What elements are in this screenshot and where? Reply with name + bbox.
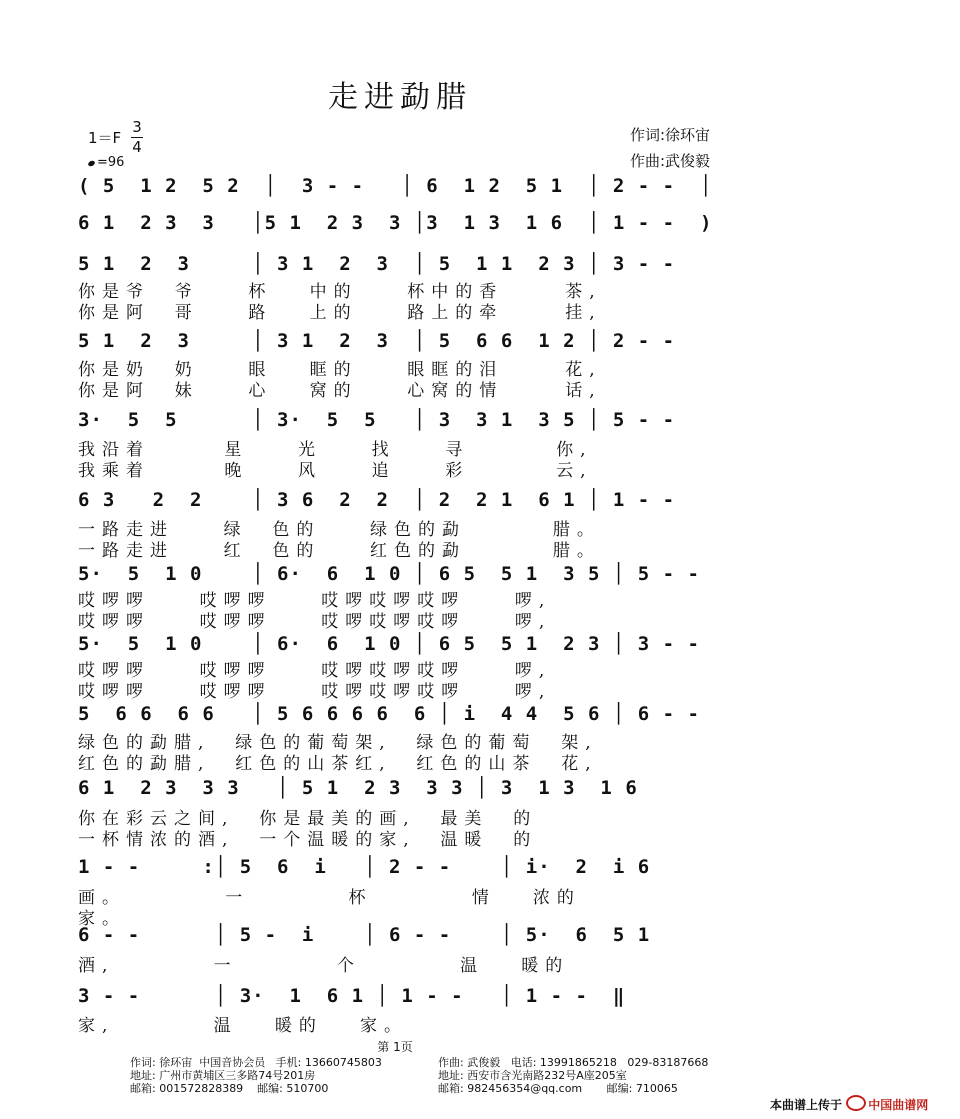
lyric-line: 家, 温 暖的 家。	[78, 1016, 409, 1036]
notation-line: 3· 5 5 │ 3· 5 5 │ 3 3 1 3 5 │ 5 - -	[78, 409, 676, 431]
lyric-line: 你是奶 奶 眼 眶的 眼眶的泪 花,	[78, 360, 602, 380]
notation-line: ( 5 1 2 5 2 │ 3 - - │ 6 1 2 5 1 │ 2 - - │	[78, 175, 713, 197]
lyric-line: 一路走进 绿 色的 绿色的勐 腊。	[78, 520, 601, 540]
score-row	[78, 175, 728, 215]
lyric-line: 酒, 一 个 温 暖的	[78, 956, 570, 976]
lyric-line: 画。 一 杯 情 浓的	[78, 888, 581, 908]
score-row	[78, 212, 728, 252]
lyric-line: 红色的勐腊, 红色的山茶红, 红色的山茶 花,	[78, 754, 598, 774]
lyric-line: 一路走进 红 色的 红色的勐 腊。	[78, 541, 601, 561]
lyric-line: 一杯情浓的酒, 一个温暖的家, 温暖 的	[78, 830, 538, 850]
upload-credit	[770, 1095, 928, 1113]
notation-line: 6 1 2 3 3 │5 1 2 3 3 │3 1 3 1 6 │ 1 - - )	[78, 212, 713, 234]
song-title: 走进勐腊	[328, 80, 472, 115]
notation-line: 5 1 2 3 │ 3 1 2 3 │ 5 6 6 1 2 │ 2 - -	[78, 330, 676, 352]
credits	[630, 122, 710, 174]
lyric-line: 家。	[78, 909, 126, 929]
notation-line: 5· 5 1 0 │ 6· 6 1 0 │ 6 5 5 1 3 5 │ 5 - -	[78, 563, 700, 585]
lyric-line: 你在彩云之间, 你是最美的画, 最美 的	[78, 809, 538, 829]
lyric-line: 我乘着 晚 风 追 彩 云,	[78, 461, 593, 481]
lyric-line: 你是爷 爷 杯 中的 杯中的香 茶,	[78, 282, 602, 302]
upload-text: 本曲谱上传于	[770, 1098, 843, 1112]
page-number: 第 1页	[377, 1040, 413, 1054]
notation-line: 1 - - :│ 5 6 i │ 2 - - │ i· 2 i 6	[78, 856, 651, 878]
lyric-line: 你是阿 妹 心 窝的 心窝的情 话,	[78, 381, 602, 401]
lyric-line: 哎啰啰 哎啰啰 哎啰哎啰哎啰 啰,	[78, 591, 552, 611]
lyric-line: 哎啰啰 哎啰啰 哎啰哎啰哎啰 啰,	[78, 682, 552, 702]
time-signature	[131, 118, 143, 157]
lyric-line: 我沿着 星 光 找 寻 你,	[78, 440, 593, 460]
notation-line: 6 3 2 2 │ 3 6 2 2 │ 2 2 1 6 1 │ 1 - -	[78, 489, 676, 511]
time-sig-top: 3	[132, 118, 142, 136]
tempo-marking	[88, 155, 124, 170]
lyric-line: 哎啰啰 哎啰啰 哎啰哎啰哎啰 啰,	[78, 661, 552, 681]
site-logo-icon	[846, 1095, 866, 1111]
quarter-note-icon	[87, 160, 95, 167]
lyric-line: 你是阿 哥 路 上的 路上的牵 挂,	[78, 303, 602, 323]
notation-line: 3 - - │ 3· 1 6 1 │ 1 - - │ 1 - - ‖	[78, 985, 626, 1007]
composer-contact: 作曲: 武俊毅 电话: 13991865218 029-83187668 地址: 西安市含光南路232号A座205室 邮箱: 982456354@qq.com 邮编: 710065	[438, 1056, 709, 1095]
tempo-value: =96	[97, 155, 125, 170]
lyricist: 作词:徐环宙	[630, 126, 711, 144]
composer: 作曲:武俊毅	[630, 152, 711, 170]
notation-line: 5 6 6 6 6 │ 5 6 6 6 6 6 │ i 4 4 5 6 │ 6 - -	[78, 703, 700, 725]
notation-line: 6 - - │ 5 - i │ 6 - - │ 5· 6 5 1	[78, 924, 651, 946]
key-signature: 1＝F	[88, 129, 122, 147]
notation-line: 6 1 2 3 3 3 │ 5 1 2 3 3 3 │ 3 1 3 1 6	[78, 777, 638, 799]
notation-line: 5 1 2 3 │ 3 1 2 3 │ 5 1 1 2 3 │ 3 - -	[78, 253, 676, 275]
lyricist-contact: 作词: 徐环宙 中国音协会员 手机: 13660745803 地址: 广州市黄埔区三多路74号201房 邮箱: 001572828389 邮编: 510700	[130, 1056, 382, 1095]
lyric-line: 哎啰啰 哎啰啰 哎啰哎啰哎啰 啰,	[78, 612, 552, 632]
lyric-line: 绿色的勐腊, 绿色的葡萄架, 绿色的葡萄 架,	[78, 733, 598, 753]
site-brand[interactable]: 中国曲谱网	[868, 1098, 929, 1112]
notation-line: 5· 5 1 0 │ 6· 6 1 0 │ 6 5 5 1 2 3 │ 3 - -	[78, 633, 700, 655]
time-sig-bottom: 4	[132, 138, 142, 156]
